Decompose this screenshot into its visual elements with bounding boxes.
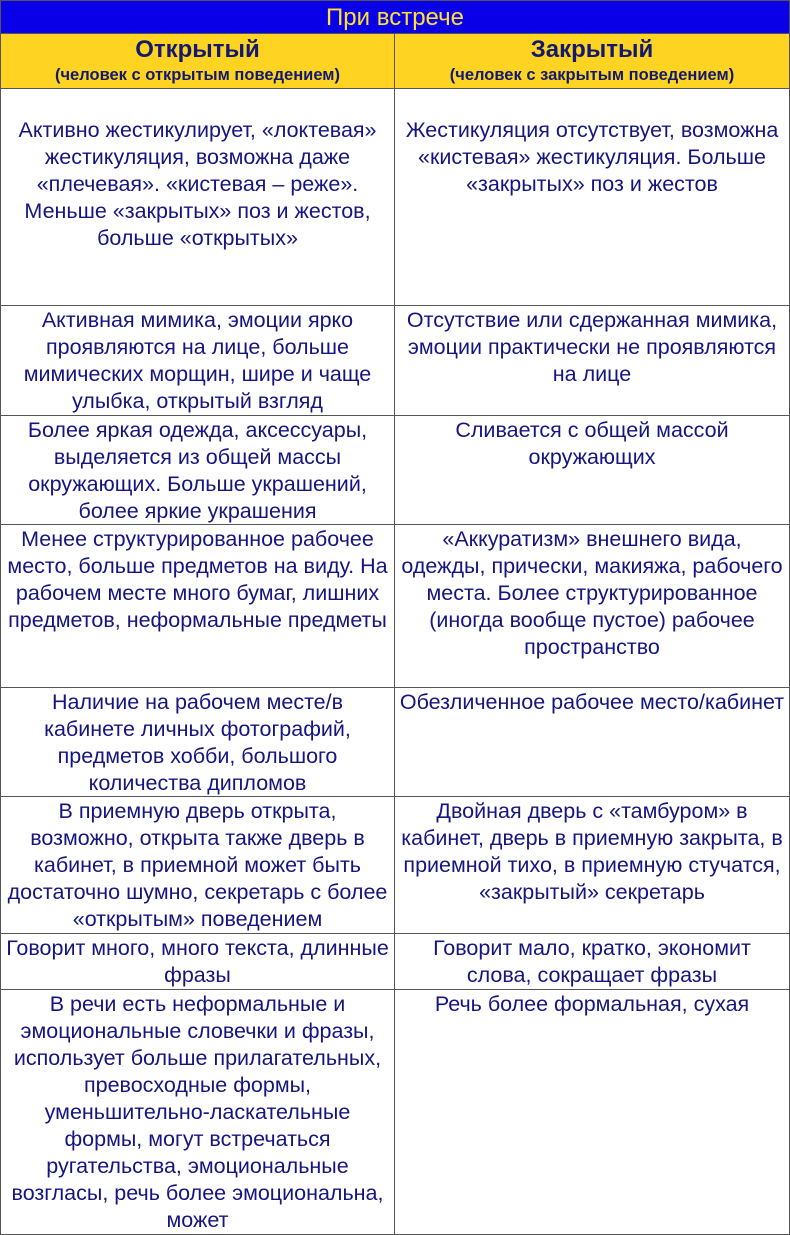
cell-open: В речи есть неформальные и эмоциональные словечки и фразы, использует больше прилагательных, превосходные формы, уменьшительно-ласкательные формы, могут встречаться ругательства, эмоциональные возгласы, речь более эмоциональна, может — [1, 990, 395, 1235]
cell-closed: Отсутствие или сдержанная мимика, эмоции практически не проявляются на лице — [406, 308, 778, 386]
cell-closed: Сливается с общей массой окружающих — [455, 418, 729, 469]
table-row-clothing — [1, 416, 789, 525]
table-title: При встрече — [1, 1, 789, 34]
cell-closed: Двойная дверь с «тамбуром» в кабинет, дверь в приемную закрыта, в приемной тихо, в приемную стучатся, «закрытый» секретарь — [401, 799, 783, 904]
cell-closed: Жестикуляция отсутствует, возможна «кистевая» жестикуляция. Больше «закрытых» поз и жестов — [405, 118, 779, 196]
cell-closed: Обезличенное рабочее место/кабинет — [399, 690, 785, 714]
header-row — [1, 34, 789, 89]
header-open — [1, 34, 395, 88]
header-open-label: Открытый — [135, 36, 260, 63]
cell-open: Более яркая одежда, аксессуары, выделяется из общей массы окружающих. Больше украшений, более яркие украшения — [1, 416, 395, 524]
table-row-personal-items — [1, 688, 789, 797]
cell-open: Говорит много, много текста, длинные фразы — [1, 934, 395, 989]
cell-closed: Речь более формальная, сухая — [434, 992, 750, 1016]
cell-open: В приемную дверь открыта, возможно, открыта также дверь в кабинет, в приемной может быть достаточно шумно, секретарь с более «открытым» поведением — [1, 797, 395, 933]
cell-open: Наличие на рабочем месте/в кабинете личных фотографий, предметов хобби, большого количества дипломов — [1, 688, 395, 796]
header-closed — [395, 34, 789, 88]
cell-open: Активно жестикулирует, «локтевая» жестикуляция, возможна даже «плечевая». «кистевая – реже». Меньше «закрытых» поз и жестов, больше «открытых» — [1, 89, 395, 305]
header-closed-sublabel: (человек с закрытым поведением) — [449, 66, 735, 84]
header-open-sublabel: (человек с открытым поведением) — [54, 66, 340, 84]
table-row-reception — [1, 797, 789, 934]
table-row-speech-style — [1, 990, 789, 1235]
table-row-speech-amount — [1, 934, 789, 990]
table-row-workplace — [1, 525, 789, 688]
cell-open: Менее структурированное рабочее место, больше предметов на виду. На рабочем месте много бумаг, лишних предметов, неформальные предметы — [1, 525, 395, 687]
cell-closed: «Аккуратизм» внешнего вида, одежды, прически, макияжа, рабочего места. Более структурированное (иногда вообще пустое) рабочее пространство — [401, 527, 783, 659]
table-row-facial-expression — [1, 306, 789, 416]
header-closed-label: Закрытый — [530, 36, 654, 63]
cell-closed: Говорит мало, кратко, экономит слова, сокращает фразы — [433, 936, 751, 987]
cell-open: Активная мимика, эмоции ярко проявляются на лице, больше мимических морщин, шире и чаще улыбка, открытый взгляд — [1, 306, 395, 415]
table-row-gestures — [1, 89, 789, 306]
